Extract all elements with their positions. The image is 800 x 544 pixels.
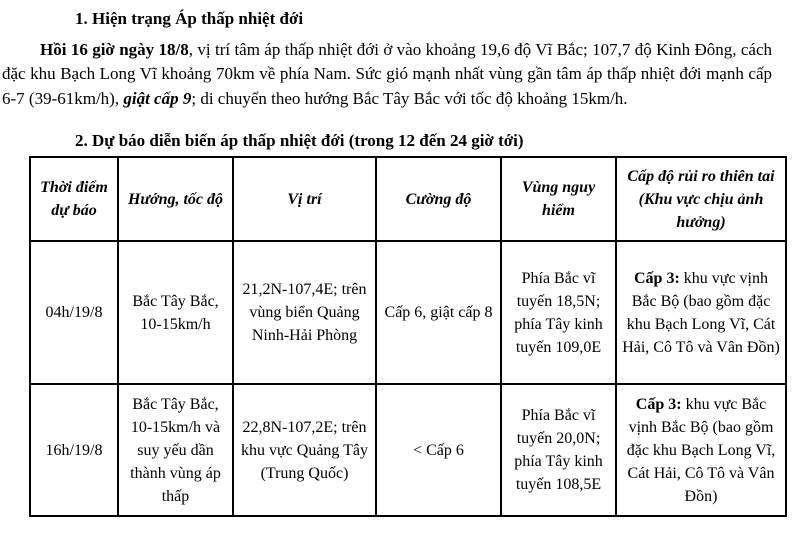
cell-forecast-time: 16h/19/8 [30,384,118,516]
risk-level-label: Cấp 3: [635,395,682,413]
cell-direction-speed: Bắc Tây Bắc, 10-15km/h và suy yếu dần thành vùng áp thấp [118,384,233,516]
cell-direction-speed: Bắc Tây Bắc, 10-15km/h [118,241,233,384]
cell-danger-zone: Phía Bắc vĩ tuyến 18,5N; phía Tây kinh tuyến 109,0E [501,241,616,384]
section1-heading: 1. Hiện trạng Áp thấp nhiệt đới [75,9,304,28]
cell-position: 21,2N-107,4E; trên vùng biển Quảng Ninh-Hải Phòng [233,241,376,384]
paragraph-bold-lead: Hồi 16 giờ ngày 18/8 [40,40,189,59]
risk-level-description: khu vực vịnh Bắc Bộ (bao gồm đặc khu Bạch Long Vĩ, Cát Hải, Cô Tô và Vân Đồn) [622,269,780,356]
risk-level-label: Cấp 3: [634,269,680,287]
paragraph-bold-italic-run: giật cấp 9 [123,88,192,108]
cell-risk-level [616,241,786,384]
col-header-position: Vị trí [233,157,376,241]
cell-forecast-time: 04h/19/8 [30,241,118,384]
cell-intensity: < Cấp 6 [376,384,501,516]
table-header-row [30,157,786,241]
cell-risk-level [616,384,786,516]
col-header-forecast-time: Thời điểm dự báo [30,157,118,241]
table-row [30,384,786,516]
table-row [30,241,786,384]
section1-paragraph [2,38,772,111]
col-header-risk-level: Cấp độ rủi ro thiên tai (Khu vực chịu ảnh hưởng) [616,157,786,241]
cell-intensity: Cấp 6, giật cấp 8 [376,241,501,384]
cell-position: 22,8N-107,2E; trên khu vực Quảng Tây (Trung Quốc) [233,384,376,516]
col-header-danger-zone: Vùng nguy hiểm [501,157,616,241]
forecast-table [29,156,787,517]
paragraph-text-2: ; di chuyển theo hướng Bắc Tây Bắc với tốc độ khoảng 15km/h. [191,88,628,108]
col-header-intensity: Cường độ [376,157,501,241]
cell-danger-zone: Phía Bắc vĩ tuyến 20,0N; phía Tây kinh tuyến 108,5E [501,384,616,516]
risk-level-description: khu vực Bắc vịnh Bắc Bộ (bao gồm đặc khu Bạch Long Vĩ, Cát Hải, Cô Tô và Vân Đồn) [626,395,776,505]
section2-heading: 2. Dự báo diễn biến áp thấp nhiệt đới (trong 12 đến 24 giờ tới) [75,131,524,151]
paragraph-text-1: , vị trí tâm áp thấp nhiệt đới ở vào khoảng 19,6 độ Vĩ Bắc; 107,7 độ Kinh Đông, cách đặc khu Bạch Long Vĩ khoảng 70km về phía Nam. Sức gió mạnh nhất vùng gần tâm áp thấp nhiệt đới mạnh cấp 6-7 (39-61km/h), [2,40,772,108]
col-header-direction-speed: Hướng, tốc độ [118,157,233,241]
